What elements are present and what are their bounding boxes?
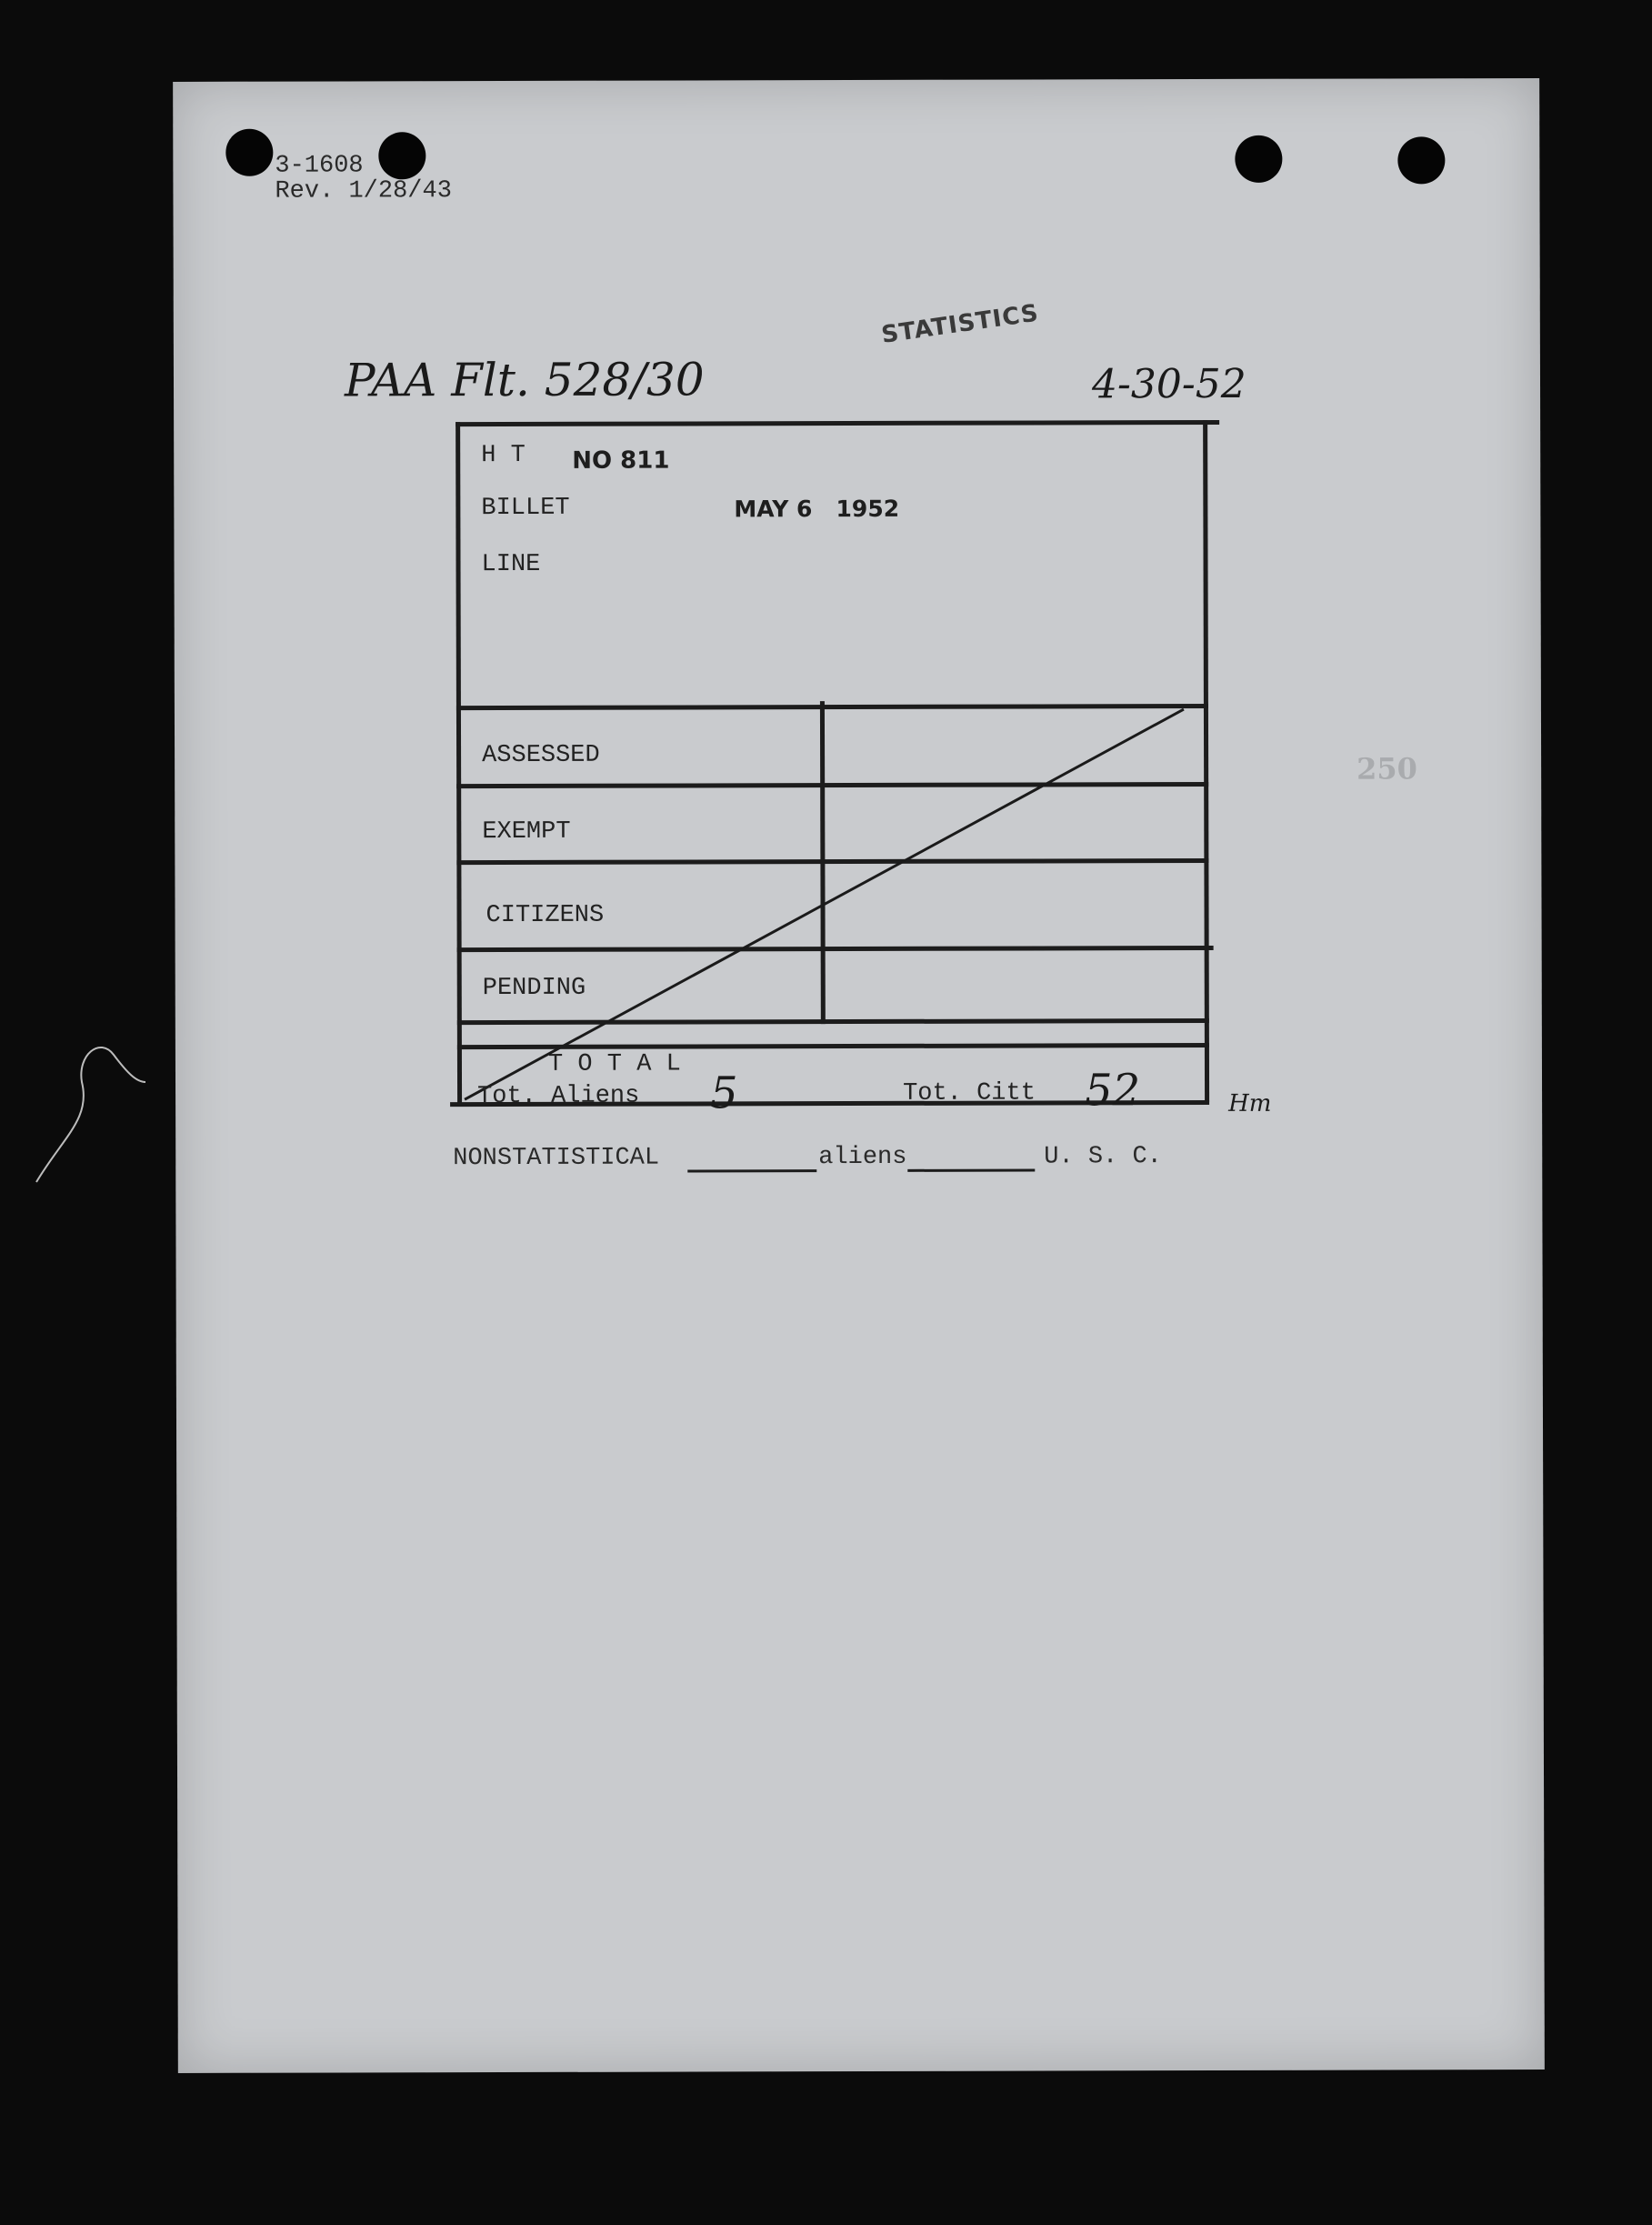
- ht-label: H T: [481, 441, 526, 470]
- total-label: T O T A L: [547, 1050, 681, 1078]
- edge-scribble: [27, 1027, 155, 1191]
- row-label-citizens: CITIZENS: [486, 901, 605, 930]
- line-label: LINE: [481, 550, 541, 579]
- nonstat-blank-1: [687, 1169, 816, 1172]
- flight-handwritten: PAA Flt. 528/30: [344, 353, 705, 407]
- date-handwritten: 4-30-52: [1091, 360, 1247, 408]
- total-citizens-value: 52: [1084, 1065, 1141, 1117]
- billet-label: BILLET: [481, 494, 570, 523]
- row-label-assessed: ASSESSED: [482, 741, 600, 770]
- date-stamp: MAY 6 1952: [734, 495, 900, 523]
- row-label-pending: PENDING: [482, 974, 586, 1003]
- number-stamp: NO 811: [572, 446, 670, 475]
- paper-sheet: [173, 78, 1545, 2073]
- totals-row: [457, 1043, 1272, 1136]
- nonstatistical-label: NONSTATISTICAL: [453, 1144, 660, 1173]
- punch-hole: [225, 129, 273, 176]
- statistics-form-box: [456, 420, 1221, 1131]
- total-citizens-label: Tot. Citt: [903, 1079, 1036, 1107]
- row-label-exempt: EXEMPT: [482, 817, 571, 847]
- total-aliens-label: Tot. Aliens: [477, 1082, 640, 1111]
- diagonal-strike-line: [456, 420, 1221, 1131]
- total-aliens-value: 5: [709, 1067, 738, 1119]
- form-number: 3-1608: [275, 152, 364, 180]
- faint-stamp-number: 250: [1357, 751, 1417, 787]
- form-revision: Rev. 1/28/43: [275, 177, 452, 205]
- usc-label: U. S. C.: [1044, 1143, 1162, 1171]
- nonstatistical-line: [453, 1134, 1362, 1182]
- totals-top-line: [457, 1043, 1209, 1049]
- nonstat-blank-2: [907, 1168, 1035, 1171]
- punch-hole: [1235, 135, 1282, 183]
- inspector-initials: Hm: [1228, 1089, 1272, 1118]
- punch-hole: [1397, 136, 1445, 184]
- punch-hole: [378, 132, 426, 179]
- aliens-word: aliens: [818, 1143, 907, 1172]
- statistics-stamp: STATISTICS: [879, 299, 1041, 349]
